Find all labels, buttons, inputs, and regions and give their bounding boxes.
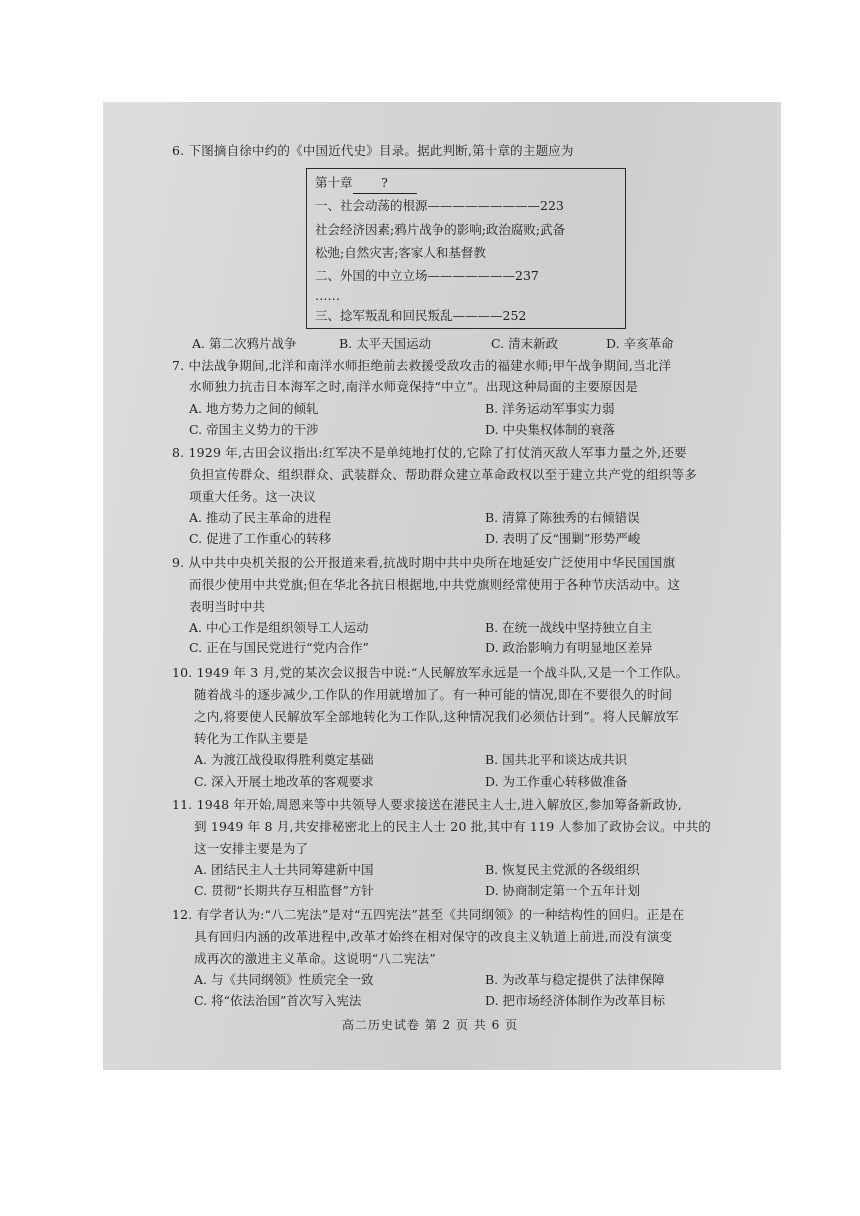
q9-option-c: C. 正在与国民党进行“党内合作” <box>189 640 369 655</box>
q11-stem-line-3: 这一安排主要是为了 <box>194 841 309 856</box>
q9-option-b: B. 在统一战线中坚持独立自主 <box>485 620 653 635</box>
q10-stem-line-1: 10. 1949 年 3 月,党的某次会议报告中说:“人民解放军永远是一个战斗队,又是一个工作队。 <box>172 665 689 680</box>
q12-stem-line-2: 具有回归内涵的改革进程中,改革才始终在相对保守的改良主义轨道上前进,而没有演变 <box>194 929 673 944</box>
q11-stem-line-2: 到 1949 年 8 月,共安排秘密北上的民主人士 20 批,其中有 119 人参加了政协会议。中共的 <box>194 819 711 834</box>
q8-option-b: B. 清算了陈独秀的右倾错误 <box>485 510 640 525</box>
q11-option-c: C. 贯彻“长期共存互相监督”方针 <box>194 883 374 898</box>
q12-option-a: A. 与《共同纲领》性质完全一致 <box>194 972 374 987</box>
q7-stem-line-1: 7. 中法战争期间,北洋和南洋水师拒绝前去救援受敌攻击的福建水师;甲午战争期间,当北洋 <box>172 358 672 373</box>
q9-stem-line-1: 9. 从中共中央机关报的公开报道来看,抗战时期中共中央所在地延安广泛使用中华民国国旗 <box>172 555 676 570</box>
q6-option-c: C. 清末新政 <box>491 336 559 351</box>
q6-stem: 6. 下图摘自徐中约的《中国近代史》目录。据此判断,第十章的主题应为 <box>172 143 574 158</box>
q8-stem-line-1: 8. 1929 年,古田会议指出:红军决不是单纯地打仗的,它除了打仗消灭敌人军事力量之外,还要 <box>172 445 687 460</box>
toc-chapter-title: 第十章 ? <box>315 173 417 194</box>
toc-line-5: …… <box>315 288 340 303</box>
page-footer: 高二历史试卷 第 2 页 共 6 页 <box>341 1018 519 1032</box>
toc-line-4: 二、外国的中立立场———————237 <box>315 268 539 283</box>
q11-option-b: B. 恢复民主党派的各级组织 <box>485 862 640 877</box>
q8-option-a: A. 推动了民主革命的进程 <box>189 510 331 525</box>
q6-option-b: B. 太平天国运动 <box>339 336 432 351</box>
q6-option-d: D. 辛亥革命 <box>606 336 674 351</box>
q10-stem-line-4: 转化为工作队主要是 <box>194 731 309 746</box>
q9-stem-line-2: 而很少使用中共党旗;但在华北各抗日根据地,中共党旗则经常使用于各种节庆活动中。这 <box>189 577 681 592</box>
q7-option-b: B. 洋务运动军事实力弱 <box>485 401 615 416</box>
q12-option-c: C. 将“依法治国”首次写入宪法 <box>194 993 362 1008</box>
q8-stem-line-3: 项重大任务。这一决议 <box>189 489 317 504</box>
toc-blank: ? <box>353 173 417 194</box>
q10-option-b: B. 国共北平和谈达成共识 <box>485 752 628 767</box>
q6-table-of-contents <box>306 168 626 329</box>
q11-stem-line-1: 11. 1948 年开始,周恩来等中共领导人要求接送在港民主人士,进入解放区,参加筹备新政协, <box>172 797 682 812</box>
q11-option-a: A. 团结民主人士共同筹建新中国 <box>194 862 374 877</box>
q8-option-d: D. 表明了反“围剿”形势严峻 <box>485 531 641 546</box>
toc-line-1: 一、社会动荡的根源—————————223 <box>315 198 564 213</box>
toc-line-2: 社会经济因素;鸦片战争的影响;政治腐败;武备 <box>315 222 566 237</box>
q10-option-a: A. 为渡江战役取得胜利奠定基础 <box>194 752 374 767</box>
q7-stem-line-2: 水师独力抗击日本海军之时,南洋水师竟保持“中立”。出现这种局面的主要原因是 <box>189 379 639 394</box>
q6-option-a: A. 第二次鸦片战争 <box>192 336 297 351</box>
q12-stem-line-1: 12. 有学者认为:“八二宪法”是对“五四宪法”甚至《共同纲领》的一种结构性的回归。正是在 <box>172 907 685 922</box>
q10-option-d: D. 为工作重心转移做准备 <box>485 774 628 789</box>
q7-option-d: D. 中央集权体制的衰落 <box>485 422 616 437</box>
q10-option-c: C. 深入开展土地改革的客观要求 <box>194 774 374 789</box>
toc-line-3: 松弛;自然灾害;客家人和基督教 <box>315 245 486 260</box>
q10-stem-line-3: 之内,将要使人民解放军全部地转化为工作队,这种情况我们必须估计到”。将人民解放军 <box>194 709 679 724</box>
q12-option-b: B. 为改革与稳定提供了法律保障 <box>485 972 665 987</box>
q12-stem-line-3: 成再次的激进主义革命。这说明“八二宪法” <box>194 951 436 966</box>
q8-option-c: C. 促进了工作重心的转移 <box>189 531 332 546</box>
q7-option-a: A. 地方势力之间的倾轧 <box>189 401 319 416</box>
q8-stem-line-2: 负担宣传群众、组织群众、武装群众、帮助群众建立革命政权以至于建立共产党的组织等多 <box>189 467 698 482</box>
toc-line-6: 三、捻军叛乱和回民叛乱————252 <box>315 308 527 323</box>
q10-stem-line-2: 随着战斗的逐步减少,工作队的作用就增加了。有一种可能的情况,即在不要很久的时间 <box>194 687 673 702</box>
q9-stem-line-3: 表明当时中共 <box>189 599 266 614</box>
q11-option-d: D. 协商制定第一个五年计划 <box>485 883 641 898</box>
q9-option-d: D. 政治影响力有明显地区差异 <box>485 640 653 655</box>
q12-option-d: D. 把市场经济体制作为改革目标 <box>485 993 666 1008</box>
q7-option-c: C. 帝国主义势力的干涉 <box>189 422 319 437</box>
q9-option-a: A. 中心工作是组织领导工人运动 <box>189 620 369 635</box>
